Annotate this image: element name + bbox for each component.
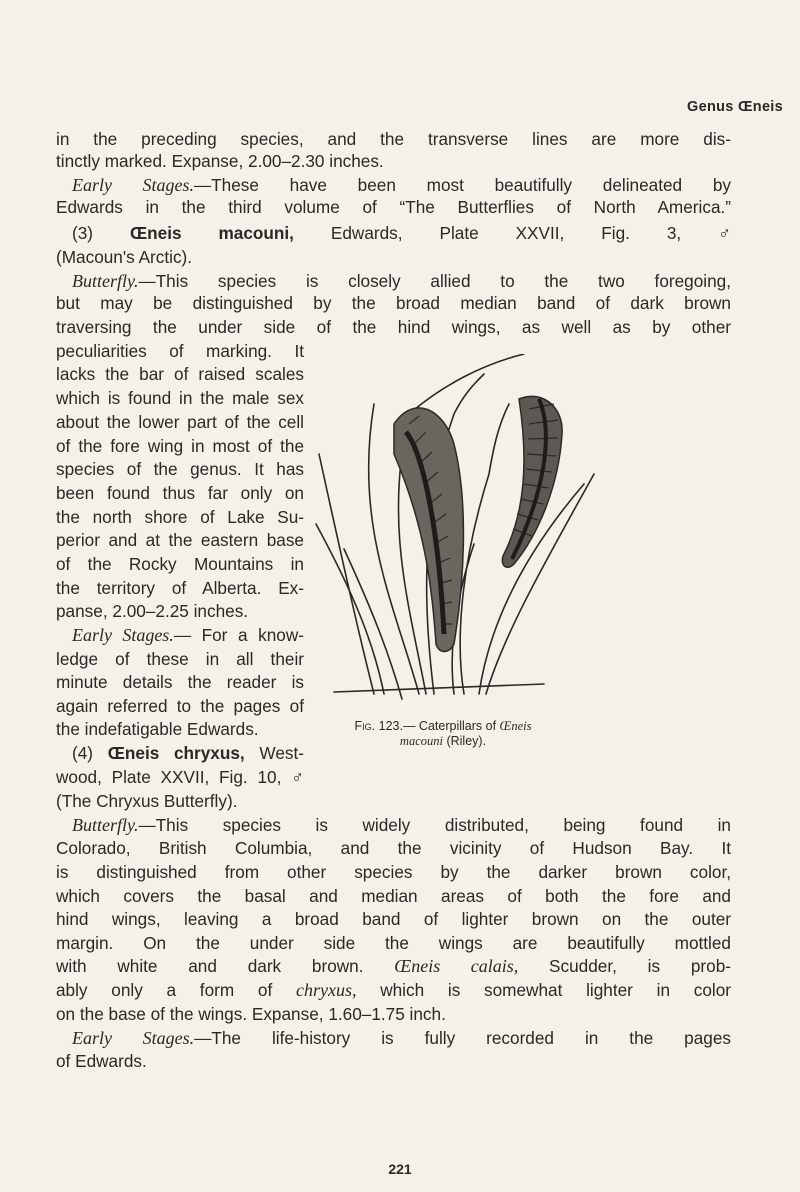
text-line: peculiarities of marking. It — [56, 341, 304, 361]
text-line: traversing the under side of the hind wings, as well as by other — [56, 317, 731, 337]
species-name: Œneis macouni, — [129, 223, 294, 243]
text-line: ledge of these in all their — [56, 649, 304, 669]
text-line: which is found in the male sex — [56, 388, 304, 408]
text-line: of the Rocky Mountains in — [56, 554, 304, 574]
text-line: in the preceding species, and the transverse lines are more dis- — [56, 129, 731, 149]
text-line: which covers the basal and median areas of both the fore and — [56, 886, 731, 906]
text-line: of Edwards. — [56, 1051, 147, 1071]
italic-heading: Butterfly. — [72, 815, 139, 835]
text-line: wood, Plate XXVII, Fig. 10, ♂ — [56, 767, 304, 787]
italic-heading: Early Stages. — [72, 1028, 195, 1048]
text-line: but may be distinguished by the broad median band of dark brown — [56, 293, 731, 313]
text-line: Edwards in the third volume of “The Butterflies of North America.” — [56, 197, 731, 217]
text-line: the north shore of Lake Su- — [56, 507, 304, 527]
text-line: (Macoun's Arctic). — [56, 247, 193, 267]
text-line: Early Stages.— For a know- — [72, 625, 304, 645]
text-line: minute details the reader is — [56, 672, 304, 692]
text-line: the indefatigable Edwards. — [56, 719, 259, 739]
running-header: Genus Œneis — [687, 99, 783, 115]
text-line: of the fore wing in most of the — [56, 436, 304, 456]
text-line: (The Chryxus Butterfly). — [56, 791, 238, 811]
text-line: margin. On the under side the wings are beautifully mottled — [56, 933, 731, 953]
text-line: been found thus far only on — [56, 483, 304, 503]
text-line: with white and dark brown. Œneis calais, Scudder, is prob- — [56, 956, 731, 976]
page-number: 221 — [388, 1161, 412, 1177]
text-line: panse, 2.00–2.25 inches. — [56, 601, 249, 621]
species-heading: (4) Œneis chryxus, West- — [72, 743, 304, 763]
text-line: Colorado, British Columbia, and the vicinity of Hudson Bay. It — [56, 838, 731, 858]
caterpillar-left — [394, 408, 463, 652]
text-line: about the lower part of the cell — [56, 412, 304, 432]
text-line: again referred to the pages of — [56, 696, 304, 716]
italic-heading: Early Stages. — [72, 175, 194, 195]
species-heading: (3) Œneis macouni, Edwards, Plate XXVII, Fig. 3, ♂ — [72, 223, 732, 243]
italic-heading: Butterfly. — [72, 271, 139, 291]
text-line: species of the genus. It has — [56, 459, 304, 479]
caterpillar-right — [502, 396, 562, 567]
text-line: on the base of the wings. Expanse, 1.60–1.75 inch. — [56, 1004, 446, 1024]
caterpillar-illustration — [314, 354, 599, 709]
species-name: Œneis chryxus, — [107, 743, 245, 763]
figure-caption: Fig. 123.— Caterpillars of Œneis macouni (Riley). — [354, 719, 532, 748]
text-line: Butterfly.—This species is closely allied to the two foregoing, — [72, 271, 731, 291]
text-line: lacks the bar of raised scales — [56, 364, 304, 384]
text-line: ably only a form of chryxus, which is somewhat lighter in color — [56, 980, 731, 1000]
italic-heading: Early Stages. — [72, 625, 174, 645]
text-line: perior and at the eastern base — [56, 530, 304, 550]
text-line: Early Stages.—The life-history is fully recorded in the pages — [72, 1028, 731, 1048]
text-line: Butterfly.—This species is widely distributed, being found in — [72, 815, 731, 835]
text-line: Early Stages.—These have been most beautifully delineated by — [72, 175, 731, 195]
text-line: is distinguished from other species by the darker brown color, — [56, 862, 731, 882]
text-line: the territory of Alberta. Ex- — [56, 578, 304, 598]
text-line: tinctly marked. Expanse, 2.00–2.30 inches. — [56, 151, 384, 171]
text-line: hind wings, leaving a broad band of lighter brown on the outer — [56, 909, 731, 929]
